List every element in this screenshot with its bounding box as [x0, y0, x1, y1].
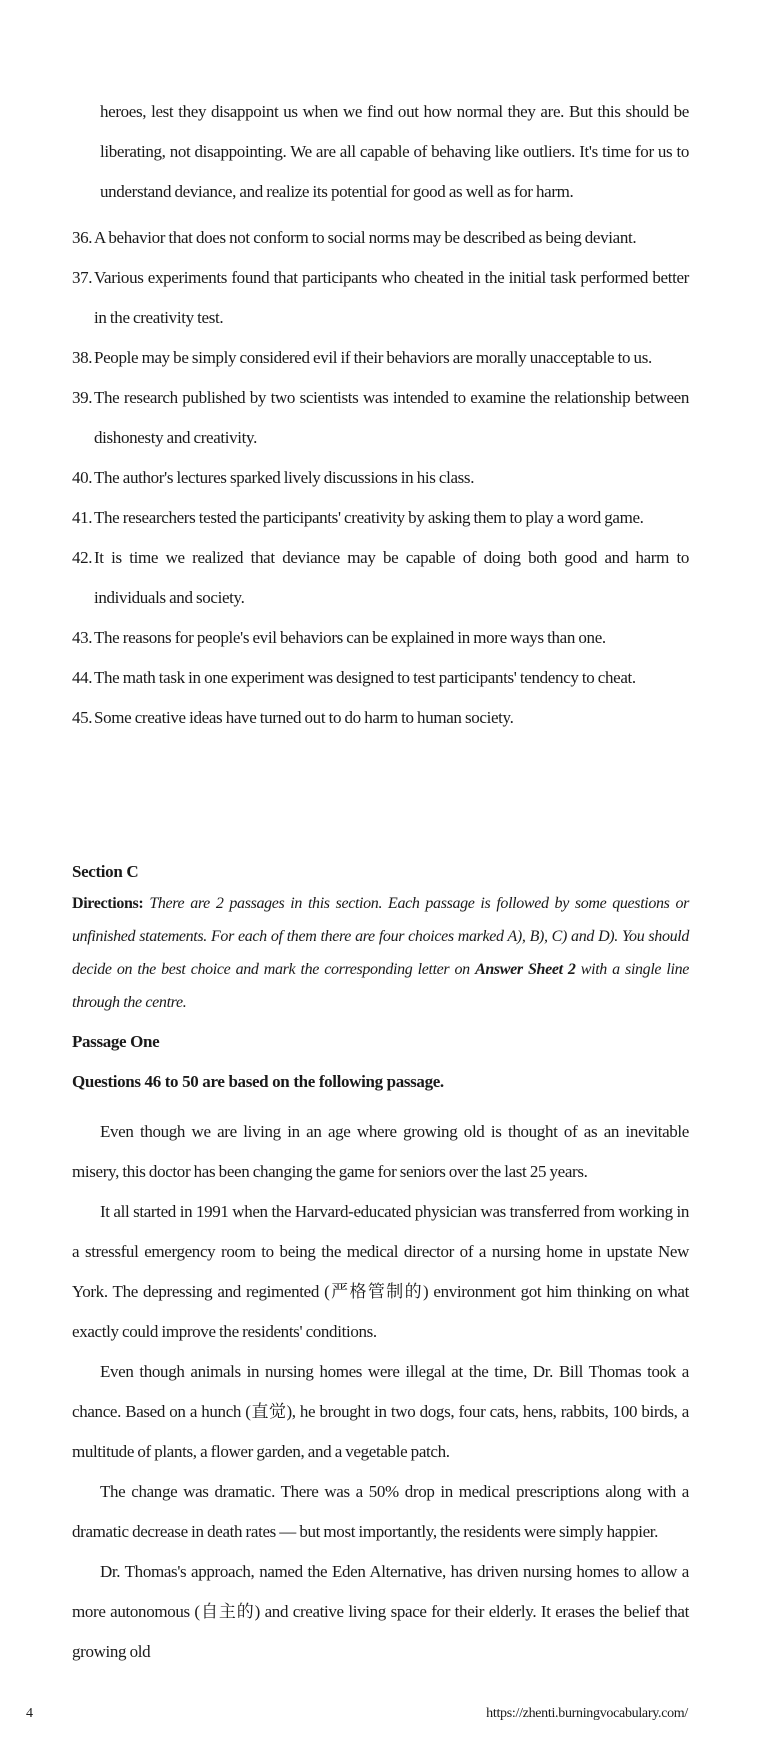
- directions-text-part-1: There are 2 passages in this section. Each passage is followed by some questions or unfinished statements. For each of them there are four choices marked A), B), C) and D). You should decide on the best choice and mark the corresponding letter on: [72, 895, 689, 978]
- statement-item-38: [72, 338, 689, 378]
- statement-number: 37.: [72, 268, 93, 287]
- directions-text-part-2: with a single line through the centre.: [72, 961, 689, 1011]
- statement-list: [72, 218, 689, 738]
- statement-text: The math task in one experiment was designed to test participants' tendency to cheat.: [94, 668, 636, 687]
- statement-number: 45.: [72, 708, 93, 727]
- statement-number: 39.: [72, 388, 93, 407]
- page-number: 4: [26, 1706, 33, 1721]
- directions-label: Directions:: [72, 895, 144, 912]
- passage-paragraph: Even though animals in nursing homes were illegal at the time, Dr. Bill Thomas took a chance. Based on a hunch (直觉), he brought in two dogs, four cats, hens, rabbits, 100 birds, a multitude of plants, a flower garden, and a vegetable patch.: [72, 1362, 689, 1461]
- statement-item-39: [72, 378, 689, 458]
- statement-item-43: [72, 618, 689, 658]
- statement-item-41: [72, 498, 689, 538]
- statement-number: 38.: [72, 348, 93, 367]
- statement-number: 44.: [72, 668, 93, 687]
- statement-number: 40.: [72, 468, 93, 487]
- statement-number: 41.: [72, 508, 93, 527]
- statement-text: A behavior that does not conform to social norms may be described as being deviant.: [94, 228, 637, 247]
- statement-number: 36.: [72, 228, 93, 247]
- passage-paragraph: Even though we are living in an age where growing old is thought of as an inevitable misery, this doctor has been changing the game for seniors over the last 25 years.: [72, 1122, 689, 1181]
- statement-item-44: [72, 658, 689, 698]
- statement-text: The author's lectures sparked lively discussions in his class.: [94, 468, 475, 487]
- passage-one-body: [72, 1112, 689, 1672]
- section-c-title: Section C: [72, 862, 139, 881]
- passage-paragraph: Dr. Thomas's approach, named the Eden Alternative, has driven nursing homes to allow a more autonomous (自主的) and creative living space for their elderly. It erases the belief that growing old: [72, 1562, 689, 1661]
- statement-text: Various experiments found that participants who cheated in the initial task performed better in the creativity test.: [94, 268, 689, 327]
- statement-text: The researchers tested the participants' creativity by asking them to play a word game.: [94, 508, 644, 527]
- footer-url[interactable]: https://zhenti.burningvocabulary.com/: [486, 1706, 688, 1721]
- statement-item-40: [72, 458, 689, 498]
- statement-text: People may be simply considered evil if their behaviors are morally unacceptable to us.: [94, 348, 652, 367]
- statement-item-42: [72, 538, 689, 618]
- statement-number: 43.: [72, 628, 93, 647]
- statement-number: 42.: [72, 548, 93, 567]
- passage-paragraph: The change was dramatic. There was a 50% drop in medical prescriptions along with a dramatic decrease in death rates — but most importantly, the residents were simply happier.: [72, 1482, 689, 1541]
- passage-one-questions-note: Questions 46 to 50 are based on the following passage.: [72, 1072, 444, 1091]
- passage-paragraph: It all started in 1991 when the Harvard-educated physician was transferred from working in a stressful emergency room to being the medical director of a nursing home in upstate New York. The depressing and regimented (严格管制的) environment got him thinking on what exactly could improve the residents' conditions.: [72, 1202, 689, 1341]
- statement-item-36: [72, 218, 689, 258]
- statement-text: It is time we realized that deviance may be capable of doing both good and harm to individuals and society.: [94, 548, 689, 607]
- statement-item-37: [72, 258, 689, 338]
- passage-one-title: Passage One: [72, 1032, 160, 1051]
- statement-text: The reasons for people's evil behaviors can be explained in more ways than one.: [94, 628, 606, 647]
- directions-answer-sheet: Answer Sheet 2: [475, 961, 576, 978]
- section-c-directions: [72, 887, 689, 1019]
- statement-item-45: [72, 698, 689, 738]
- statement-text: The research published by two scientists was intended to examine the relationship between dishonesty and creativity.: [94, 388, 689, 447]
- statement-text: Some creative ideas have turned out to do harm to human society.: [94, 708, 514, 727]
- intro-continuation-paragraph: heroes, lest they disappoint us when we find out how normal they are. But this should be liberating, not disappointing. We are all capable of behaving like outliers. It's time for us to understand deviance, and realize its potential for good as well as for harm.: [100, 102, 689, 201]
